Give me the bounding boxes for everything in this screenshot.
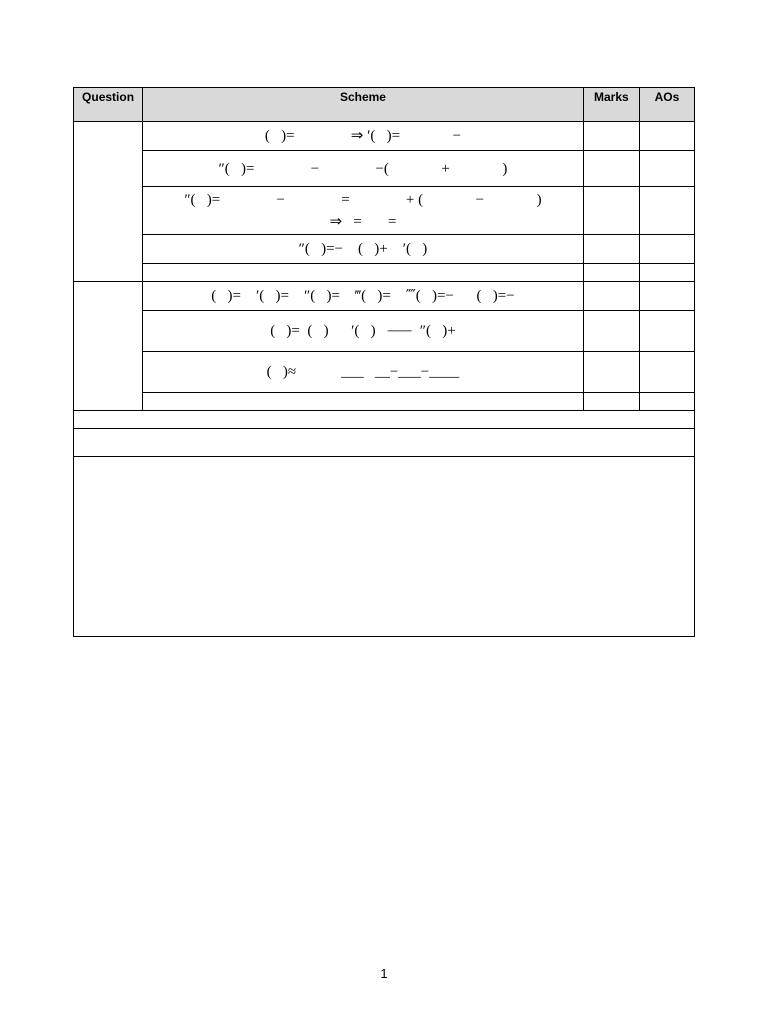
marks-cell [583,393,639,411]
aos-cell [639,311,694,352]
marks-cell [583,352,639,393]
header-question: Question [74,88,143,122]
notes-cell-3 [74,457,695,637]
aos-cell [639,393,694,411]
aos-cell [639,352,694,393]
aos-cell [639,282,694,311]
scheme-step-a1: ( )= ⇒ ′( )= − [143,122,584,151]
table-row [74,393,695,411]
scheme-step-a3 [143,187,584,235]
aos-cell [639,151,694,187]
scheme-total-b [143,393,584,411]
header-aos: AOs [639,88,694,122]
scheme-step-a3-line1: ″( )= − = + ( − ) [184,191,542,208]
table-row [74,122,695,151]
table-row [74,187,695,235]
marks-cell [583,311,639,352]
marks-cell [583,151,639,187]
page-number: 1 [380,966,388,981]
notes-cell-2 [74,429,695,457]
notes-row [74,457,695,637]
scheme-total-a [143,264,584,282]
notes-row [74,429,695,457]
header-scheme: Scheme [143,88,584,122]
aos-cell [639,187,694,235]
table-row [74,151,695,187]
marks-cell [583,264,639,282]
marks-cell [583,235,639,264]
scheme-step-a4: ″( )=− ( )+ ′( ) [143,235,584,264]
scheme-step-a3-line2: ⇒ = = [329,213,397,230]
marks-cell [583,187,639,235]
aos-cell [639,264,694,282]
question-cell-a [74,122,143,282]
aos-cell [639,122,694,151]
header-row [74,88,695,122]
table-row [74,264,695,282]
table-row [74,282,695,311]
aos-cell [639,235,694,264]
table-row [74,352,695,393]
question-cell-b [74,282,143,411]
table-row [74,235,695,264]
table-row [74,311,695,352]
header-marks: Marks [583,88,639,122]
marks-cell [583,282,639,311]
scheme-step-b3: ( )≈ ___ __−___−____ [143,352,584,393]
scheme-step-b2: ( )= ( ) ′( ) ⸺ ″( )+ [143,311,584,352]
mark-scheme-table [73,87,695,637]
scheme-step-a2: ″( )= − −( + ) [143,151,584,187]
notes-cell-1 [74,411,695,429]
scheme-step-b1: ( )= ′( )= ″( )= ‴( )= ⁗( )=− ( )=− [143,282,584,311]
notes-row [74,411,695,429]
marks-cell [583,122,639,151]
